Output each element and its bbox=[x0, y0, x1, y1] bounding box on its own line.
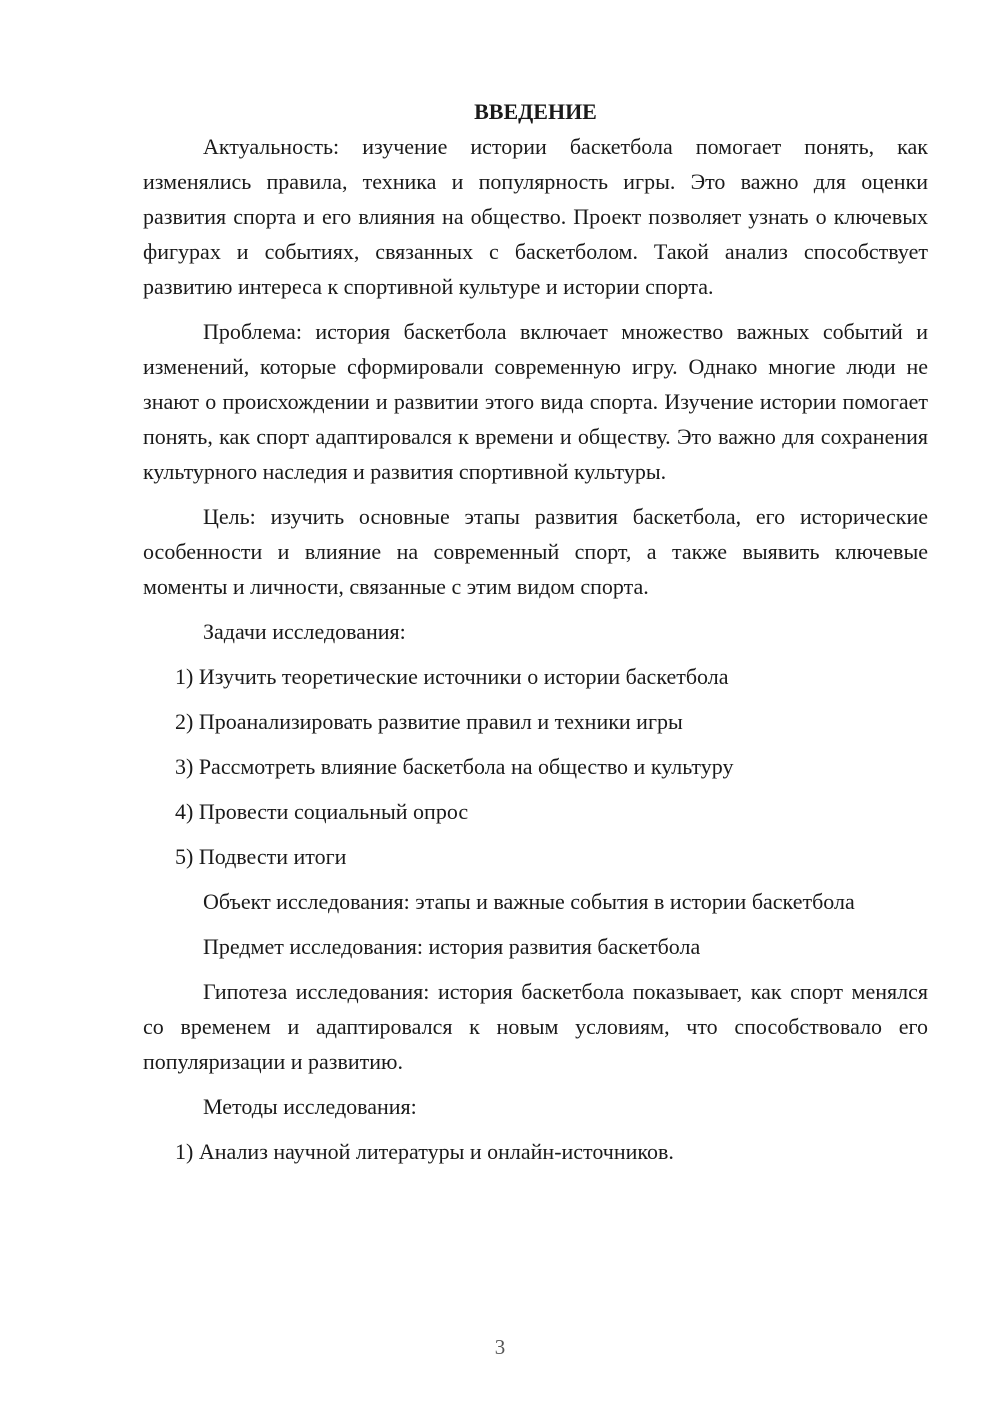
subject-paragraph: Предмет исследования: история развития баскетбола bbox=[203, 934, 701, 959]
page-number: 3 bbox=[494, 1335, 506, 1359]
methods-heading: Методы исследования: bbox=[203, 1094, 417, 1119]
task-item: 3) Рассмотреть влияние баскетбола на общество и культуру bbox=[175, 754, 734, 779]
document-page bbox=[143, 94, 928, 1169]
object-paragraph: Объект исследования: этапы и важные события в истории баскетбола bbox=[203, 889, 855, 914]
problem-paragraph: Проблема: история баскетбола включает множество важных событий и изменений, которые сформировали современную игру. Однако многие люди не знают о происхождении и развитии этого вида спорта. Изучение истории помогает понять, как спорт адаптировался к времени и обществу. Это важно для сохранения культурного наследия и развития спортивной культуры. bbox=[143, 319, 928, 484]
relevance-paragraph: Актуальность: изучение истории баскетбола помогает понять, как изменялись правила, техника и популярность игры. Это важно для оценки развития спорта и его влияния на общество. Проект позволяет узнать о ключевых фигурах и событиях, связанных с баскетболом. Такой анализ способствует развитию интереса к спортивной культуре и истории спорта. bbox=[143, 134, 928, 299]
section-heading: ВВЕДЕНИЕ bbox=[474, 99, 597, 124]
goal-paragraph: Цель: изучить основные этапы развития баскетбола, его исторические особенности и влияние на современный спорт, а также выявить ключевые моменты и личности, связанные с этим видом спорта. bbox=[143, 504, 928, 599]
task-item: 2) Проанализировать развитие правил и техники игры bbox=[175, 709, 683, 734]
tasks-heading: Задачи исследования: bbox=[203, 619, 406, 644]
task-item: 5) Подвести итоги bbox=[175, 844, 347, 869]
task-item: 1) Изучить теоретические источники о истории баскетбола bbox=[175, 664, 729, 689]
method-item: 1) Анализ научной литературы и онлайн-источников. bbox=[175, 1139, 674, 1164]
hypothesis-paragraph: Гипотеза исследования: история баскетбола показывает, как спорт менялся со временем и адаптировался к новым условиям, что способствовало его популяризации и развитию. bbox=[143, 979, 928, 1074]
task-item: 4) Провести социальный опрос bbox=[175, 799, 469, 824]
